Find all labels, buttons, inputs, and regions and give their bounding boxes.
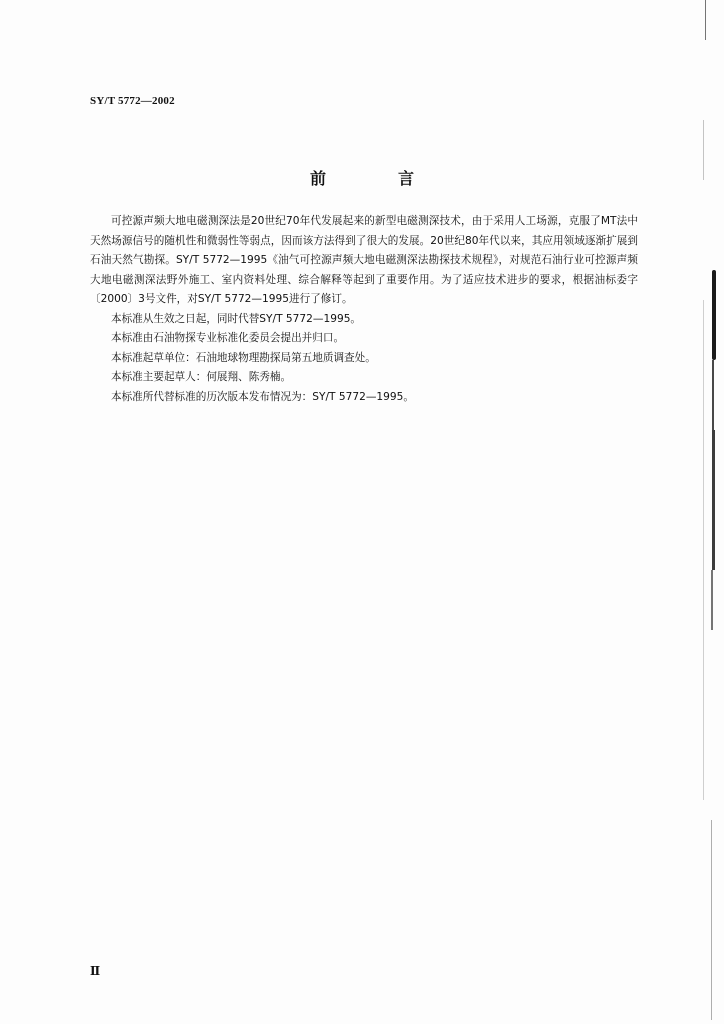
paragraph-drafters: 本标准主要起草人：何展翔、陈秀楠。 <box>111 371 292 383</box>
scan-edge-artifact <box>702 0 724 1024</box>
page-title: 前 言 <box>309 169 442 188</box>
paragraph-intro: 可控源声频大地电磁测深法是20世纪70年代发展起来的新型电磁测深技术，由于采用人工场源，克服了MT法中天然场源信号的随机性和微弱性等弱点，因而该方法得到了很大的发展。20世纪80年代以来，其应用领域逐渐扩展到石油天然气勘探。SY/T 5772—1995《油气可控源声频大地电磁测深法勘探技术规程》，对规范石油行业可控源声频大地电磁测深法野外施工、室内资料处理、综合解释等起到了重要作用。为了适应技术进步的要求，根据油标委字〔2000〕3号文件，对SY/T 5772—1995进行了修订。 <box>90 215 638 305</box>
paragraph-history: 本标准所代替标准的历次版本发布情况为：SY/T 5772—1995。 <box>111 390 414 403</box>
standard-code: SY/T 5772—2002 <box>90 95 175 107</box>
paragraph-replacement: 本标准从生效之日起，同时代替SY/T 5772—1995。 <box>111 312 362 325</box>
paragraph-proposer: 本标准由石油物探专业标准化委员会提出并归口。 <box>111 332 345 344</box>
page-number: Ⅱ <box>90 964 101 978</box>
foreword-body <box>90 212 638 407</box>
paragraph-drafting-unit: 本标准起草单位：石油地球物理勘探局第五地质调查处。 <box>111 351 376 364</box>
